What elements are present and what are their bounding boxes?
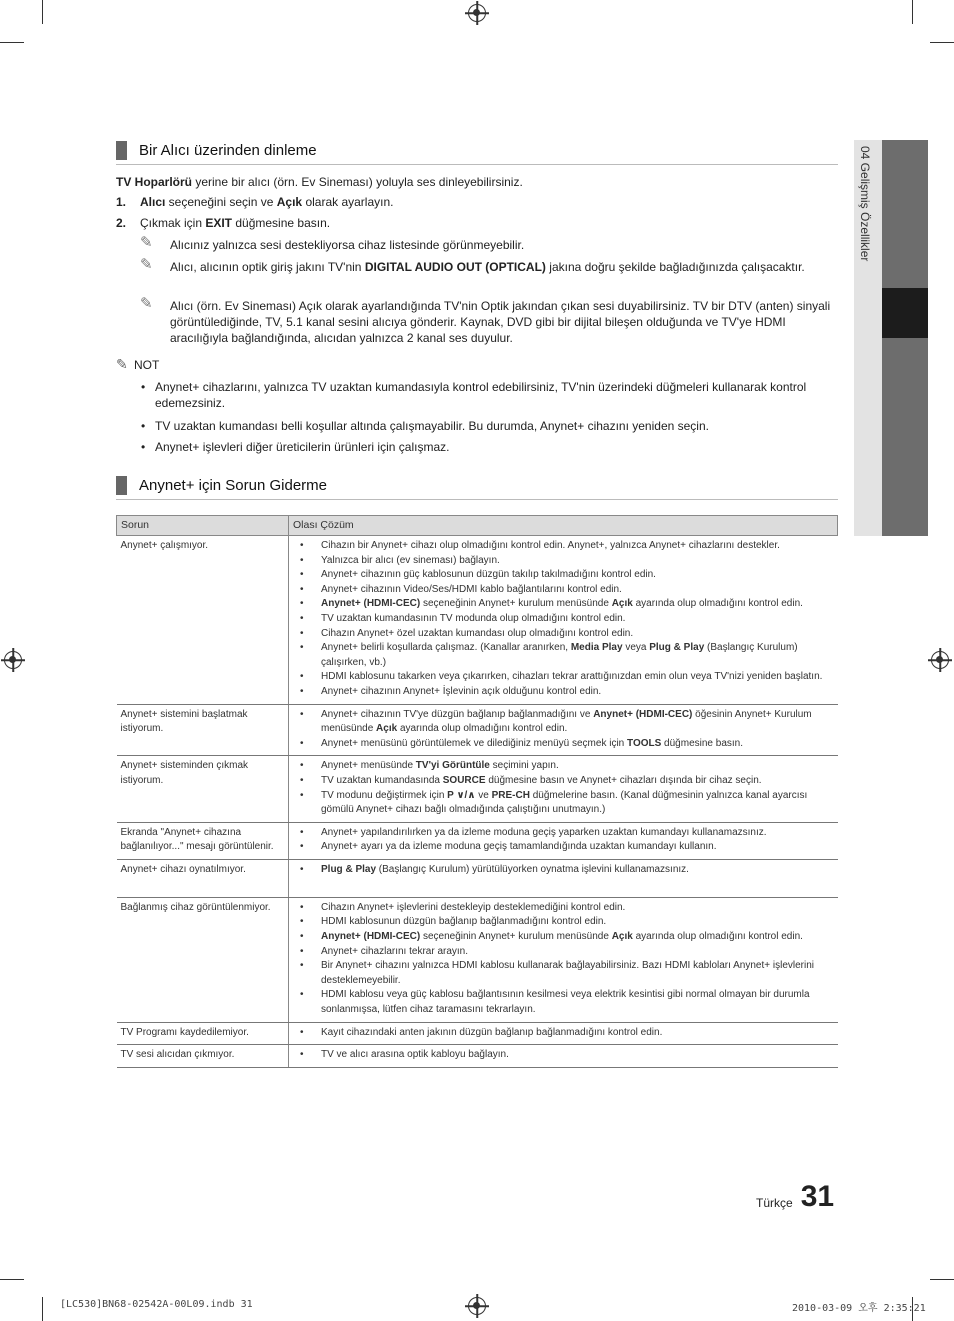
- problem-cell: Ekranda "Anynet+ cihazına bağlanılıyor..." mesajı görüntülenir.: [117, 822, 289, 859]
- bullet-dot: •: [141, 440, 146, 454]
- note-item: Alıcınız yalnızca sesi destekliyorsa cihaz listesinde görünmeyebilir.: [170, 238, 525, 252]
- table-row: [117, 536, 838, 705]
- table-row: [117, 859, 838, 897]
- crop-mark: [912, 0, 913, 24]
- crop-mark: [42, 0, 43, 24]
- problem-cell: TV Programı kaydedilemiyor.: [117, 1022, 289, 1045]
- intro-paragraph: TV Hoparlörü yerine bir alıcı (örn. Ev Sineması) yoluyla ses dinleyebilirsiniz.: [116, 175, 523, 189]
- problem-cell: Anynet+ sistemini başlatmak istiyorum.: [117, 704, 289, 756]
- crop-mark: [0, 1279, 24, 1280]
- solution-item: • HDMI kablosunu takarken veya çıkarırken, cihazları tekrar arattığınızdan emin olun veya TV'nizi yeniden başlatın.: [289, 670, 834, 685]
- solution-item: • Anynet+ ayarı ya da izleme moduna geçiş tamamlandığında uzaktan kumandayı kullanın.: [289, 840, 834, 855]
- step-item: 1. Alıcı seçeneğini seçin ve Açık olarak ayarlayın.: [116, 195, 394, 209]
- solution-cell: [289, 859, 838, 897]
- solution-item: • Anynet+ (HDMI-CEC) seçeneğinin Anynet+ kurulum menüsünde Açık ayarında olup olmadığını kontrol edin.: [289, 930, 834, 945]
- solution-item: • TV uzaktan kumandasının TV modunda olup olmadığını kontrol edin.: [289, 612, 834, 627]
- bullet-item: Anynet+ işlevleri diğer üreticilerin ürünleri için çalışmaz.: [155, 440, 450, 454]
- table-row: [117, 897, 838, 1022]
- solution-item: • Anynet+ yapılandırılırken ya da izleme moduna geçiş yaparken uzaktan kumandayı kullanamazsınız.: [289, 826, 834, 841]
- page-number: 31: [800, 1180, 835, 1213]
- problem-cell: Anynet+ çalışmıyor.: [117, 536, 289, 705]
- section-heading-receiver: Bir Alıcı üzerinden dinleme: [116, 141, 838, 165]
- page-footer: [756, 1180, 834, 1214]
- solution-item: • Bir Anynet+ cihazını yalnızca HDMI kablosu kullanarak bağlayabilirsiniz. Bazı HDMI kabloları Anynet+ işlevlerini desteklemeyebilir.: [289, 959, 834, 988]
- solution-item: • Anynet+ cihazının TV'ye düzgün bağlanıp bağlanmadığını ve Anynet+ (HDMI-CEC) öğesinin Anynet+ Kurulum menüsünde Açık ayarında olup olmadığını kontrol edin.: [289, 708, 834, 737]
- solution-cell: [289, 897, 838, 1022]
- column-header-solution: Olası Çözüm: [289, 516, 838, 536]
- bullet-item: Anynet+ cihazlarını, yalnızca TV uzaktan kumandasıyla kontrol edebilirsiniz, TV'nin üzerindeki düğmeleri kullanarak kontrol edemezsiniz.: [155, 380, 807, 410]
- note-item: Alıcı, alıcının optik giriş jakını TV'nin DIGITAL AUDIO OUT (OPTICAL) jakına doğru şekilde bağladığınızda çalışacaktır.: [170, 260, 805, 274]
- solution-item: • HDMI kablosunun düzgün bağlanıp bağlanmadığını kontrol edin.: [289, 915, 834, 930]
- solution-item: • Yalnızca bir alıcı (ev sineması) bağlayın.: [289, 554, 834, 569]
- footer-language: Türkçe: [756, 1196, 793, 1210]
- bullet-dot: •: [141, 419, 146, 433]
- pencil-note-icon: ✎: [140, 295, 153, 312]
- solution-cell: [289, 756, 838, 822]
- troubleshooting-table: [116, 515, 838, 1068]
- pencil-note-icon: ✎: [140, 234, 153, 251]
- solution-item: • Plug & Play (Başlangıç Kurulum) yürütülüyorken oynatma işlevini kullanamazsınız.: [289, 863, 834, 878]
- solution-item: • Anynet+ (HDMI-CEC) seçeneğinin Anynet+ kurulum menüsünde Açık ayarında olup olmadığını kontrol edin.: [289, 597, 834, 612]
- registration-mark-icon: [468, 4, 486, 22]
- problem-cell: TV sesi alıcıdan çıkmıyor.: [117, 1045, 289, 1068]
- solution-item: • Cihazın bir Anynet+ cihazı olup olmadığını kontrol edin. Anynet+, yalnızca Anynet+ cihazlarını destekler.: [289, 539, 834, 554]
- solution-item: • Anynet+ belirli koşullarda çalışmaz. (Kanallar aranırken, Media Play veya Plug & Play (Başlangıç Kurulum) çalışırken, vb.): [289, 641, 834, 670]
- solution-item: • TV modunu değiştirmek için P ∨/∧ ve PRE-CH düğmelerine basın. (Kanal düğmesinin yalnızca kanal ayarcısı gömülü Anynet+ cihazı bağlı olmadığında çalıştığını unutmayın.): [289, 789, 834, 818]
- solution-cell: [289, 704, 838, 756]
- pencil-note-icon: ✎: [140, 256, 153, 273]
- problem-cell: Bağlanmış cihaz görüntülenmiyor.: [117, 897, 289, 1022]
- solution-cell: [289, 536, 838, 705]
- table-row: [117, 822, 838, 859]
- solution-item: • Anynet+ cihazının güç kablosunun düzgün takılıp takılmadığını kontrol edin.: [289, 568, 834, 583]
- crop-mark: [0, 42, 24, 43]
- chapter-side-tab: [854, 140, 928, 536]
- problem-cell: Anynet+ sisteminden çıkmak istiyorum.: [117, 756, 289, 822]
- solution-cell: [289, 822, 838, 859]
- chapter-label: 04 Gelişmiş Özellikler: [858, 146, 872, 262]
- solution-item: • TV uzaktan kumandasında SOURCE düğmesine basın ve Anynet+ cihazları dışında bir cihaz seçin.: [289, 774, 834, 789]
- registration-mark-icon: [468, 1297, 486, 1315]
- registration-mark-icon: [931, 651, 949, 669]
- section-heading-troubleshoot: Anynet+ için Sorun Giderme: [116, 476, 838, 500]
- crop-mark: [930, 42, 954, 43]
- column-header-problem: Sorun: [117, 516, 289, 536]
- solution-cell: [289, 1022, 838, 1045]
- print-slug-date: 2010-03-09 오후 2:35:21: [792, 1303, 926, 1314]
- table-row: [117, 756, 838, 822]
- solution-item: • Anynet+ cihazının Video/Ses/HDMI kablo bağlantılarını kontrol edin.: [289, 583, 834, 598]
- solution-item: • Anynet+ menüsünde TV'yi Görüntüle seçimini yapın.: [289, 759, 834, 774]
- problem-cell: Anynet+ cihazı oynatılmıyor.: [117, 859, 289, 897]
- note-item: Alıcı (örn. Ev Sineması) Açık olarak ayarlandığında TV'nin Optik jakından çıkan sesi duyabilirsiniz. TV bir DTV (anten) sinyali görüntülediğinde, TV, 5.1 kanal sesini alıcıya gönderir. Kaynak, DVD gibi bir dijital bileşen olduğunda ve TV'ye HDMI aracılığıyla bağlandığında, alıcıdan yalnızca 2 kanal ses duyulur.: [170, 299, 831, 345]
- bullet-item: TV uzaktan kumandası belli koşullar altında çalışmayabilir. Bu durumda, Anynet+ cihazını yeniden seçin.: [155, 419, 709, 433]
- table-row: [117, 704, 838, 756]
- solution-item: • Anynet+ cihazının Anynet+ İşlevinin açık olduğunu kontrol edin.: [289, 685, 834, 700]
- bullet-dot: •: [141, 380, 146, 394]
- print-slug-file: [LC530]BN68-02542A-00L09.indb 31: [60, 1299, 253, 1310]
- table-row: [117, 1022, 838, 1045]
- crop-mark: [42, 1297, 43, 1321]
- solution-cell: [289, 1045, 838, 1068]
- solution-item: • TV ve alıcı arasına optik kabloyu bağlayın.: [289, 1048, 834, 1063]
- solution-item: • Cihazın Anynet+ işlevlerini destekleyip desteklemediğini kontrol edin.: [289, 901, 834, 916]
- solution-item: • Anynet+ menüsünü görüntülemek ve dilediğiniz menüyü seçmek için TOOLS düğmesine basın.: [289, 737, 834, 752]
- solution-item: • HDMI kablosu veya güç kablosu bağlantısının kesilmesi veya elektrik kesintisi gibi normal olmayan bir durumla sonlanmışsa, lütfen cihaz taramasını tekrarlayın.: [289, 988, 834, 1017]
- solution-item: • Anynet+ cihazlarını tekrar arayın.: [289, 945, 834, 960]
- crop-mark: [930, 1279, 954, 1280]
- solution-item: • Cihazın Anynet+ özel uzaktan kumandası olup olmadığını kontrol edin.: [289, 627, 834, 642]
- note-heading: ✎ NOT: [116, 356, 160, 372]
- step-item: 2. Çıkmak için EXIT düğmesine basın.: [116, 216, 331, 230]
- registration-mark-icon: [4, 651, 22, 669]
- solution-item: • Kayıt cihazındaki anten jakının düzgün bağlanıp bağlanmadığını kontrol edin.: [289, 1026, 834, 1041]
- pencil-note-icon: ✎: [116, 356, 128, 372]
- table-row: [117, 1045, 838, 1068]
